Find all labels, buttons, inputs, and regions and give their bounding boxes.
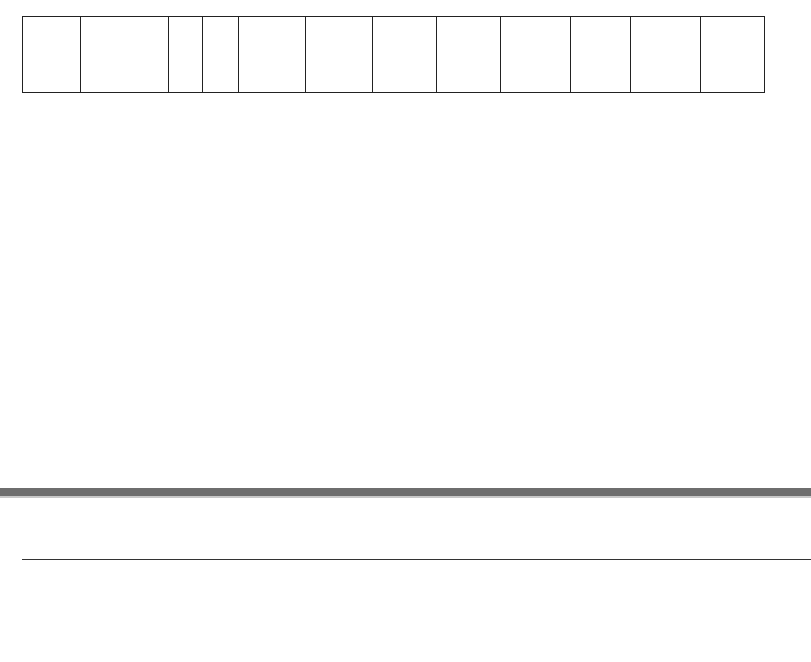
executive-compensation-table bbox=[22, 16, 765, 93]
page-separator-shadow bbox=[0, 496, 811, 498]
col-header-change-reason bbox=[571, 17, 631, 93]
col-header-end-shares bbox=[437, 17, 501, 93]
header-row bbox=[23, 17, 765, 93]
col-header-name bbox=[23, 17, 81, 93]
col-header-pretax-pay bbox=[631, 17, 701, 93]
col-header-share-change bbox=[501, 17, 571, 93]
page-separator bbox=[0, 488, 811, 496]
col-header-term-end bbox=[306, 17, 373, 93]
col-header-age bbox=[203, 17, 239, 93]
header-rule bbox=[22, 559, 811, 560]
col-header-position bbox=[81, 17, 169, 93]
col-header-term-start bbox=[239, 17, 306, 93]
col-header-related-party-pay bbox=[701, 17, 765, 93]
col-header-begin-shares bbox=[373, 17, 437, 93]
col-header-gender bbox=[169, 17, 203, 93]
